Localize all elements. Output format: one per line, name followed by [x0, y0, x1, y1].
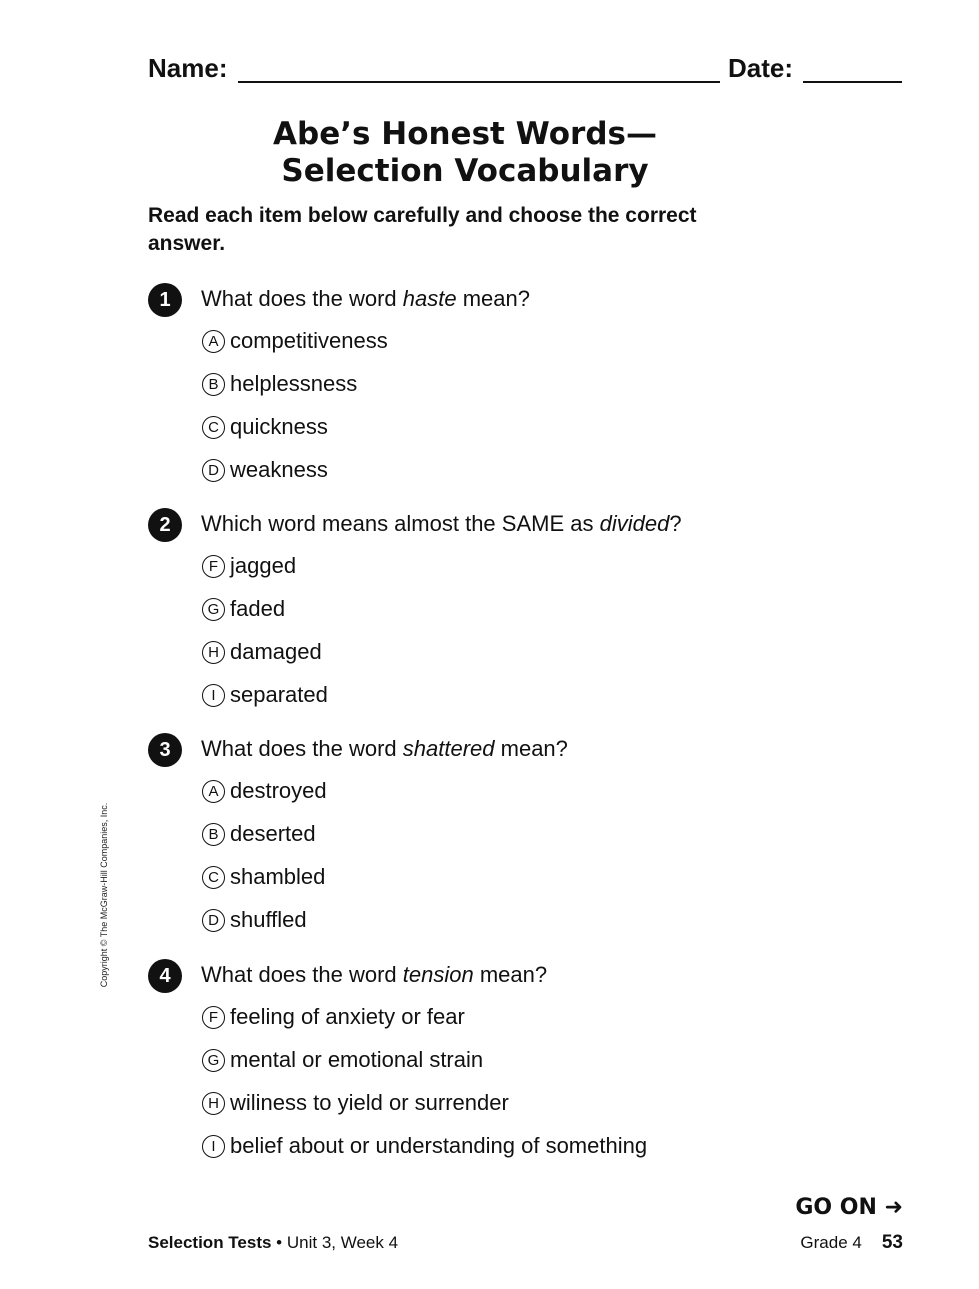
footer-bullet: •: [271, 1233, 287, 1252]
answer-bubble[interactable]: H: [202, 1092, 225, 1115]
footer-page-info: [800, 1232, 903, 1254]
answer-bubble[interactable]: D: [202, 459, 225, 482]
stem-text: What does the word: [201, 736, 403, 761]
question-number-badge: 3: [148, 733, 182, 767]
answer-bubble[interactable]: D: [202, 909, 225, 932]
question-stem: [201, 960, 547, 990]
stem-text-end: mean?: [494, 736, 568, 761]
name-date-header: [148, 52, 903, 86]
stem-text: Which word means almost the SAME as: [201, 511, 600, 536]
answer-option[interactable]: [202, 1088, 509, 1118]
answer-option[interactable]: [202, 1045, 483, 1075]
page-number: 53: [881, 1232, 903, 1253]
stem-text: What does the word: [201, 962, 403, 987]
name-label: Name:: [148, 53, 228, 83]
instructions: Read each item below carefully and choose the correct answer.: [148, 204, 697, 255]
answer-bubble[interactable]: A: [202, 330, 225, 353]
answer-text: wiliness to yield or surrender: [230, 1090, 509, 1115]
answer-text: mental or emotional strain: [230, 1047, 484, 1072]
answer-text: feeling of anxiety or fear: [230, 1004, 465, 1029]
answer-option[interactable]: [202, 1131, 647, 1161]
footer-unit: Unit 3, Week 4: [286, 1233, 399, 1252]
answer-text: helplessness: [230, 371, 358, 396]
answer-text: faded: [230, 596, 286, 621]
answer-option[interactable]: [202, 819, 316, 849]
stem-text: What does the word: [201, 286, 403, 311]
answer-bubble[interactable]: G: [202, 1049, 225, 1072]
question-stem: [201, 509, 682, 539]
title-line-1: Abe’s Honest Words—: [273, 116, 657, 152]
question-number-badge: 1: [148, 283, 182, 317]
question-number-badge: 2: [148, 508, 182, 542]
answer-text: shambled: [230, 864, 326, 889]
answer-option[interactable]: [202, 637, 322, 667]
answer-text: shuffled: [230, 907, 307, 932]
footer-grade: Grade 4: [800, 1233, 862, 1252]
footer-series: [148, 1232, 398, 1254]
stem-text-end: mean?: [456, 286, 530, 311]
answer-bubble[interactable]: F: [202, 555, 225, 578]
date-label: Date:: [728, 53, 794, 83]
question-number-badge: 4: [148, 959, 182, 993]
answer-option[interactable]: [202, 369, 357, 399]
answer-text: belief about or understanding of something: [230, 1133, 648, 1158]
answer-bubble[interactable]: B: [202, 823, 225, 846]
answer-option[interactable]: [202, 1002, 465, 1032]
answer-bubble[interactable]: I: [202, 1135, 225, 1158]
stem-keyword: tension: [402, 962, 474, 987]
answer-option[interactable]: [202, 594, 285, 624]
date-field[interactable]: [803, 81, 902, 83]
answer-text: jagged: [230, 553, 297, 578]
answer-text: quickness: [230, 414, 328, 439]
stem-text-end: mean?: [473, 962, 548, 987]
go-on-indicator: GO ON ➜: [795, 1195, 903, 1220]
stem-keyword: haste: [402, 286, 457, 311]
answer-text: separated: [230, 682, 328, 707]
stem-keyword: divided: [599, 511, 670, 536]
answer-option[interactable]: [202, 776, 327, 806]
page-title: [180, 116, 750, 190]
footer-series-title: Selection Tests: [148, 1233, 272, 1252]
answer-bubble[interactable]: B: [202, 373, 225, 396]
stem-keyword: shattered: [402, 736, 495, 761]
answer-option[interactable]: [202, 551, 296, 581]
answer-text: competitiveness: [230, 328, 388, 353]
stem-text-end: ?: [669, 511, 682, 536]
answer-text: destroyed: [230, 778, 327, 803]
answer-bubble[interactable]: G: [202, 598, 225, 621]
title-line-2: Selection Vocabulary: [281, 153, 649, 189]
answer-bubble[interactable]: A: [202, 780, 225, 803]
copyright-notice: Copyright © The McGraw-Hill Companies, Inc.: [99, 802, 109, 988]
answer-option[interactable]: [202, 905, 307, 935]
answer-option[interactable]: [202, 412, 328, 442]
answer-option[interactable]: [202, 326, 388, 356]
answer-option[interactable]: [202, 862, 325, 892]
question-stem: [201, 284, 530, 314]
answer-text: deserted: [230, 821, 316, 846]
question-stem: [201, 734, 568, 764]
answer-text: weakness: [230, 457, 328, 482]
answer-bubble[interactable]: C: [202, 866, 225, 889]
answer-bubble[interactable]: H: [202, 641, 225, 664]
answer-text: damaged: [230, 639, 322, 664]
answer-bubble[interactable]: F: [202, 1006, 225, 1029]
answer-option[interactable]: [202, 680, 328, 710]
name-field[interactable]: [238, 81, 720, 83]
answer-bubble[interactable]: I: [202, 684, 225, 707]
answer-option[interactable]: [202, 455, 328, 485]
answer-bubble[interactable]: C: [202, 416, 225, 439]
